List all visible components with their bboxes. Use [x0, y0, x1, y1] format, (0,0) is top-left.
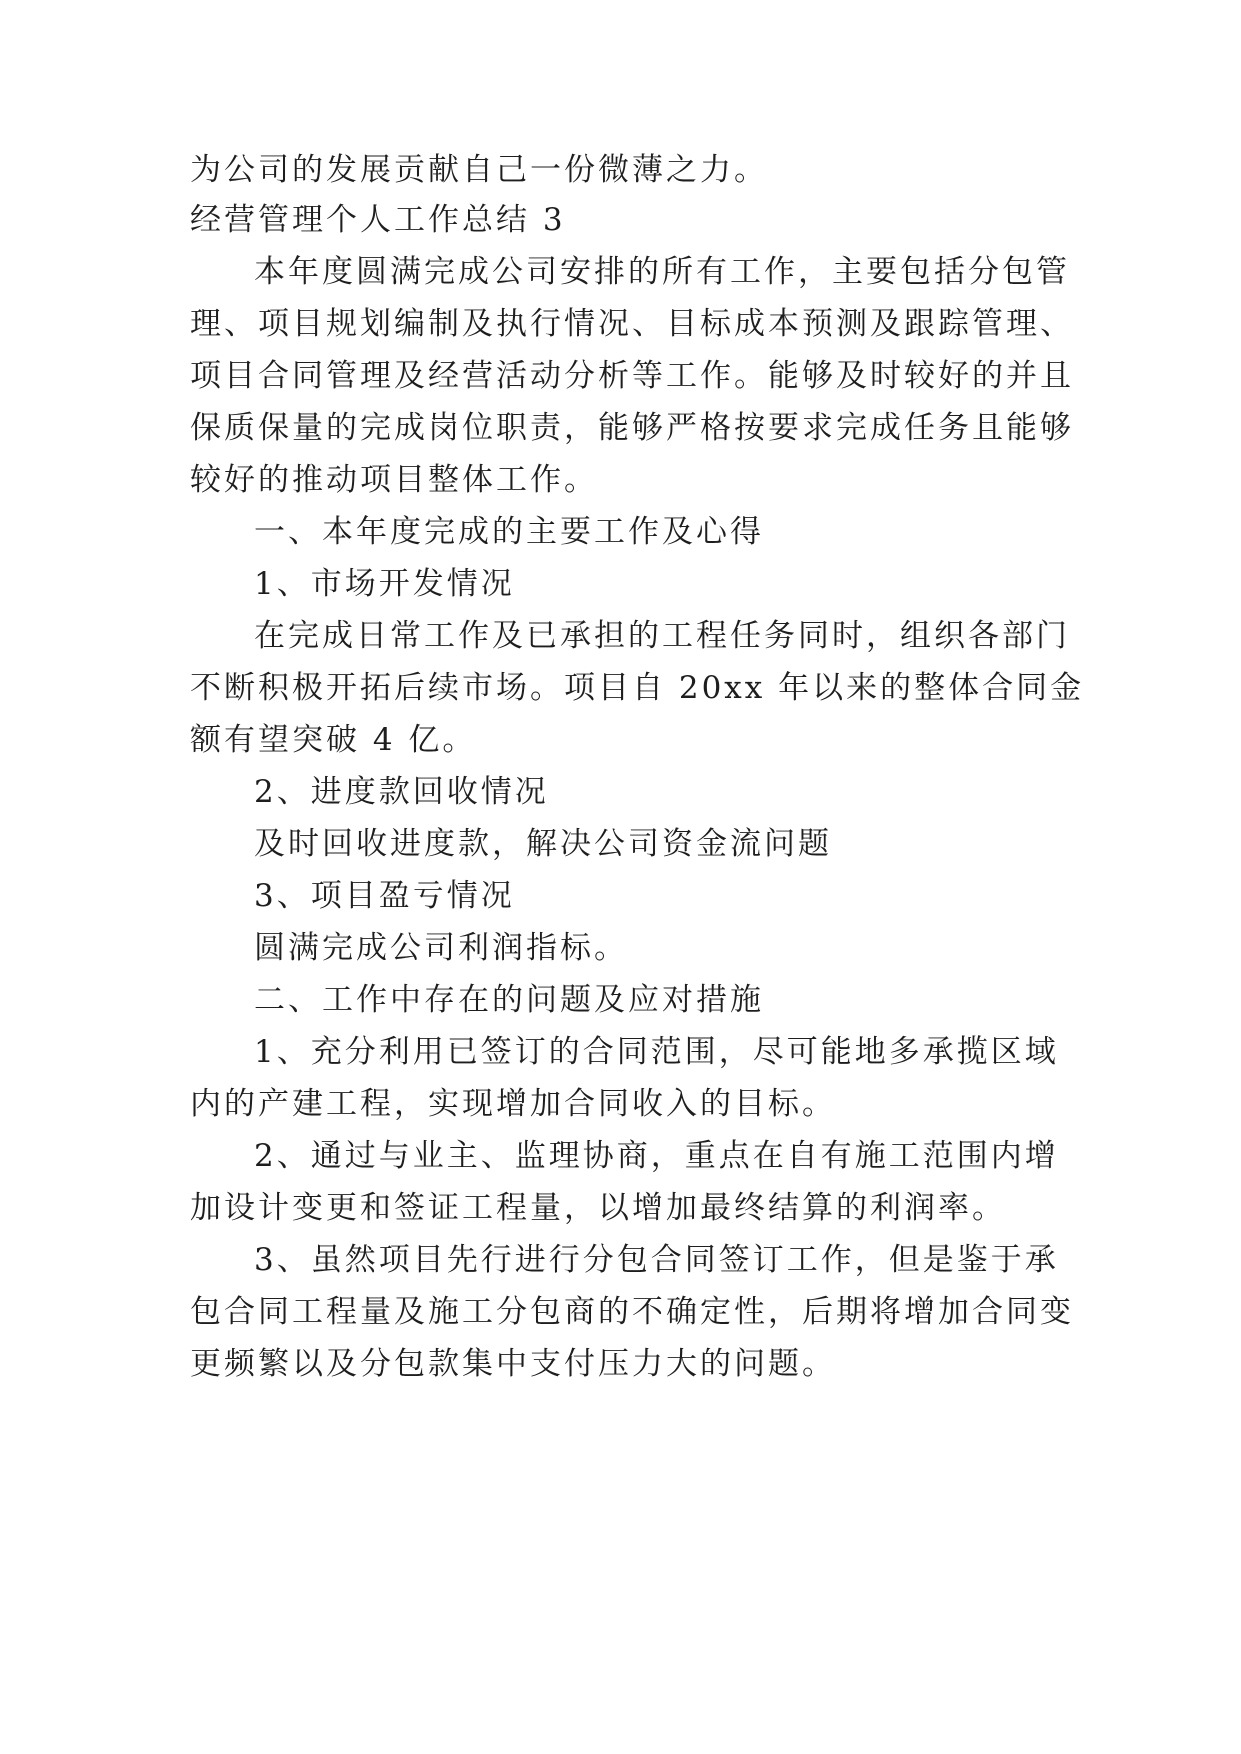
subheading-line: 2、进度款回收情况 — [254, 774, 549, 810]
paragraph-line: 保质保量的完成岗位职责，能够严格按要求完成任务且能够 — [190, 410, 1074, 446]
paragraph-line: 包合同工程量及施工分包商的不确定性，后期将增加合同变 — [190, 1294, 1074, 1330]
paragraph-line: 圆满完成公司利润指标。 — [254, 930, 628, 966]
paragraph-line: 加设计变更和签证工程量，以增加最终结算的利润率。 — [190, 1190, 1006, 1226]
paragraph-line: 额有望突破 4 亿。 — [190, 722, 477, 758]
paragraph-line: 在完成日常工作及已承担的工程任务同时，组织各部门 — [254, 618, 1070, 654]
subheading-line: 3、项目盈亏情况 — [254, 878, 515, 914]
text-line-continuation: 为公司的发展贡献自己一份微薄之力。 — [190, 152, 768, 188]
paragraph-line: 不断积极开拓后续市场。项目自 20xx 年以来的整体合同金 — [190, 670, 1085, 706]
paragraph-line: 项目合同管理及经营活动分析等工作。能够及时较好的并且 — [190, 358, 1074, 394]
paragraph-line: 内的产建工程，实现增加合同收入的目标。 — [190, 1086, 836, 1122]
paragraph-line: 及时回收进度款，解决公司资金流问题 — [254, 826, 832, 862]
subheading-line: 1、市场开发情况 — [254, 566, 515, 602]
paragraph-line: 2、通过与业主、监理协商，重点在自有施工范围内增 — [254, 1138, 1059, 1174]
section-heading: 经营管理个人工作总结 3 — [190, 202, 566, 238]
paragraph-line: 3、虽然项目先行进行分包合同签订工作，但是鉴于承 — [254, 1242, 1059, 1278]
paragraph-line: 更频繁以及分包款集中支付压力大的问题。 — [190, 1346, 836, 1382]
paragraph-line: 1、充分利用已签订的合同范围，尽可能地多承揽区域 — [254, 1034, 1059, 1070]
paragraph-line: 本年度圆满完成公司安排的所有工作，主要包括分包管 — [254, 254, 1070, 290]
paragraph-line: 较好的推动项目整体工作。 — [190, 462, 598, 498]
subheading-line: 二、工作中存在的问题及应对措施 — [254, 982, 764, 1018]
subheading-line: 一、本年度完成的主要工作及心得 — [254, 514, 764, 550]
paragraph-line: 理、项目规划编制及执行情况、目标成本预测及跟踪管理、 — [190, 306, 1074, 342]
